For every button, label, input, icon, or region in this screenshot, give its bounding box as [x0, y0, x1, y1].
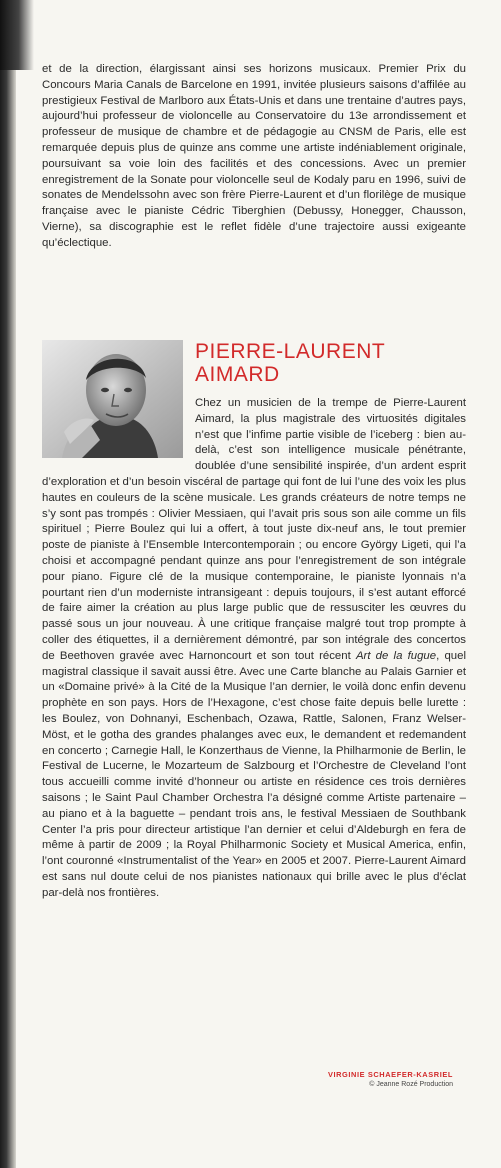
artist-portrait-image	[42, 340, 183, 458]
intro-paragraph-wrapper	[42, 62, 466, 294]
biography-text: Chez un musicien de la trempe de Pierre-Laurent Aimard, la plus magistrale des virtuosités digitales n’est que l’infime partie visible de l’iceberg : bien au-delà, c’est son intelligence musicale pénétrante, doublée d’une sensibilité inspirée, d’un ardent esprit d’exploration et d’un besoin viscéral de partage qui font de lui l’une des voix les plus hautes en couleurs de la scène musicale. Les grands créateurs de notre temps ne s’y sont pas trompés : Olivier Messiaen, qui l’avait pris sous son aile comme un fils spirituel ; Pierre Boulez qui lui a offert, à tout juste dix-neuf ans, le tout premier poste de pianiste à l’Ensemble Intercontemporain ; ou encore György Ligeti, qui l’a choisi et accompagné pendant quinze ans pour l’enregistrement de son intégrale pour piano. Figure clé de la musique contemporaine, le pianiste lyonnais n’a pourtant rien d’un moderniste intransigeant : depuis toujours, il s’est autant efforcé de faire aimer la création au plus large public que de ressusciter les œuvres du passé sous un jour nouveau. À une critique française malgré tout trop prompte à coller des étiquettes, il a dernièrement démontré, par son intégrale des concertos de Beethoven gravée avec Harnoncourt et son tout récent	[42, 397, 466, 662]
artist-heading-line-2: AIMARD	[195, 363, 280, 386]
artist-heading-line-1: PIERRE-LAURENT	[195, 340, 386, 363]
intro-block	[42, 62, 466, 294]
intro-paragraph: et de la direction, élargissant ainsi ses horizons musicaux. Premier Prix du Concours Maria Canals de Barcelone en 1991, invitée plusieurs saisons d’affilée au prestigieux Festival de Marlboro aux États-Unis et dans une trentaine d’autres pays, aujourd’hui professeur de violoncelle au Conservatoire du 13e arrondissement et professeur de musique de chambre et de pédagogie au CNSM de Paris, elle est remarquée depuis plus de quinze ans comme une artiste indéniablement originale, poursuivant sa voie loin des facilités et des concessions. Avec un premier enregistrement de la Sonate pour violoncelle seul de Kodaly paru en 1996, suivi de sonates de Mendelssohn avec son frère Pierre-Laurent et d’un florilège de musique française avec le pianiste Cédric Tiberghien (Debussy, Honegger, Chausson, Vierne), sa discographie est le reflet fidèle d’une trajectoire aussi exigeante qu’éclectique.	[42, 63, 466, 249]
artist-biography	[42, 396, 466, 902]
portrait-icon	[42, 340, 183, 458]
artist-section	[42, 340, 466, 902]
biography-italic-title: Art de la fugue	[355, 649, 437, 662]
scan-edge-shadow	[0, 0, 16, 1168]
biography-text-continued: , quel magistral classique il savait aussi être. Avec une Carte blanche au Palais Garnier et un «Domaine privé» à la Cité de la Musique l’an dernier, le voilà donc enfin devenu prophète en son pays. Hors de l’Hexagone, c’est chose faite depuis belle lurette : les Boulez, von Dohnanyi, Eschenbach, Ozawa, Rattle, Salonen, Franz Welser-Möst, et le gotha des grandes phalanges avec eux, le demandent et redemandent en concerto ; Carnegie Hall, le Konzerthaus de Vienne, la Philharmonie de Berlin, le Festival de Lucerne, le Mozarteum de Salzbourg et l’Orchestre de Cleveland l’ont tous accueilli comme invité d’honneur ou artiste en résidence ces trois dernières saisons ; le Saint Paul Chamber Orchestra l’a désigné comme Artiste partenaire – au piano et à la baguette – pendant trois ans, le festival Messiaen de Southbank Center l’a pris pour directeur artistique l’an dernier et celui d’Aldeburgh en fera de même à partir de 2009 ; la Royal Philharmonic Society et Musical America, enfin, l’ont couronné «Instrumentalist of the Year» en 2005 et 2007. Pierre-Laurent Aimard est sans nul doute celui de nos pianistes nationaux qui brille avec le plus d’éclat par-delà nos frontières.	[42, 649, 466, 899]
photo-credit: © Jeanne Rozé Production	[369, 1081, 453, 1088]
credits-block	[328, 1070, 453, 1088]
scan-corner-shadow	[0, 0, 34, 70]
author-credit: VIRGINIE SCHAEFER-KASRIEL	[327, 1070, 453, 1079]
